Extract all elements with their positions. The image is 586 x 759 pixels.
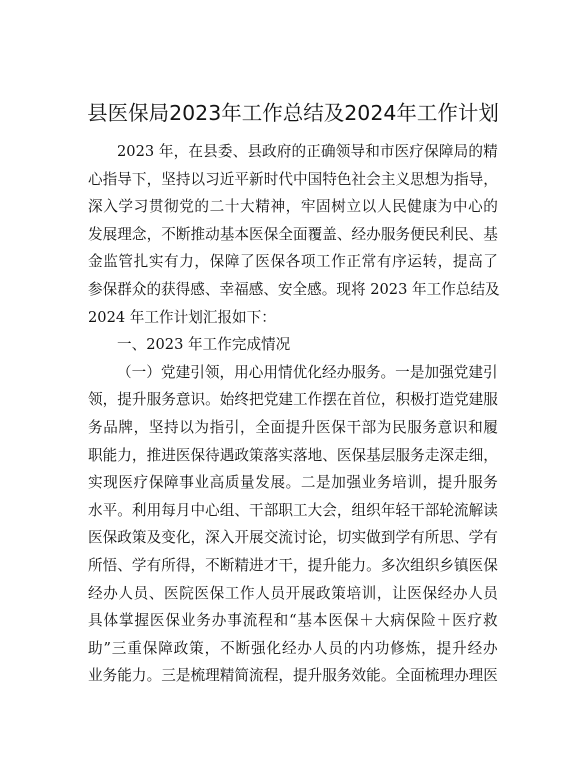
body-line: 心 指 导 下 ， 坚 持 以 习 近 平 新 时 代 中 国 特 色 社 会 主 义 思 想 为 指 导 ， <box>88 170 498 188</box>
body-line: 经 办 人 员 、 医 院 医 保 工 作 人 员 开 展 政 策 培 训 ， 让 医 保 经 办 人 员 <box>88 584 498 602</box>
body-line: 领 ， 提 升 服 务 意 识 。 始 终 把 党 建 工 作 摆 在 首 位 ， 积 极 打 造 党 建 服 <box>88 391 498 409</box>
document-title: 县医保局2023年工作总结及2024年工作计划 <box>87 101 499 125</box>
body-line: 助 ” 三 重 保 障 政 策 ， 不 断 强 化 经 办 人 员 的 内 功 修 炼 ， 提 升 经 办 <box>88 639 498 657</box>
body-line: （ 一 ） 党 建 引 领 ， 用 心 用 情 优 化 经 办 服 务 。 一 是 加 强 党 建 引 <box>117 363 498 381</box>
body-line: 业 务 能 力 。 三 是 梳 理 精 简 流 程 ， 提 升 服 务 效 能 。 全 面 梳 理 办 理 医 <box>88 667 498 685</box>
body-line: 发 展 理 念 ， 不 断 推 动 基 本 医 保 全 面 覆 盖 、 经 办 服 务 便 民 利 民 、 基 <box>88 225 498 243</box>
body-line: 医 保 政 策 及 变 化 ， 深 入 开 展 交 流 讨 论 ， 切 实 做 到 学 有 所 思 、 学 有 <box>88 529 498 547</box>
body-line: 一 、 2023 年 工 作 完 成 情 况 <box>117 336 291 354</box>
body-line: 2023 年 ， 在 县 委 、 县 政 府 的 正 确 领 导 和 市 医 疗 保 障 局 的 精 <box>117 143 498 160</box>
document-body <box>88 138 498 690</box>
body-line: 2024 年 工 作 计 划 汇 报 如 下 ： <box>88 308 276 326</box>
body-line: 职 能 力 ， 推 进 医 保 待 遇 政 策 落 实 落 地 、 医 保 基 层 服 务 走 深 走 细 ， <box>88 446 498 464</box>
body-line: 深 入 学 习 贯 彻 党 的 二 十 大 精 神 ， 牢 固 树 立 以 人 民 健 康 为 中 心 的 <box>88 198 498 216</box>
body-line: 实 现 医 疗 保 障 事 业 高 质 量 发 展 。 二 是 加 强 业 务 培 训 ， 提 升 服 务 <box>88 474 498 492</box>
body-line: 参 保 群 众 的 获 得 感 、 幸 福 感 、 安 全 感 。 现 将 2023 年 工 作 总 结 及 <box>88 280 500 298</box>
body-line: 金 监 管 扎 实 有 力 ， 保 障 了 医 保 各 项 工 作 正 常 有 序 运 转 ， 提 高 了 <box>88 253 498 271</box>
body-line: 水 平 。 利 用 每 月 中 心 组 、 干 部 职 工 大 会 ， 组 织 年 轻 干 部 轮 流 解 读 <box>88 501 498 519</box>
body-line: 务 品 牌 ， 坚 持 以 为 指 引 ， 全 面 提 升 医 保 干 部 为 民 服 务 意 识 和 履 <box>88 418 498 436</box>
body-line: 具 体 掌 握 医 保 业 务 办 事 流 程 和 “ 基 本 医 保 ＋ 大 病 保 险 ＋ 医 疗 救 <box>88 612 498 630</box>
body-line: 所 悟 、 学 有 所 得 ， 不 断 精 进 才 干 ， 提 升 能 力 。 多 次 组 织 乡 镇 医 保 <box>88 556 498 574</box>
